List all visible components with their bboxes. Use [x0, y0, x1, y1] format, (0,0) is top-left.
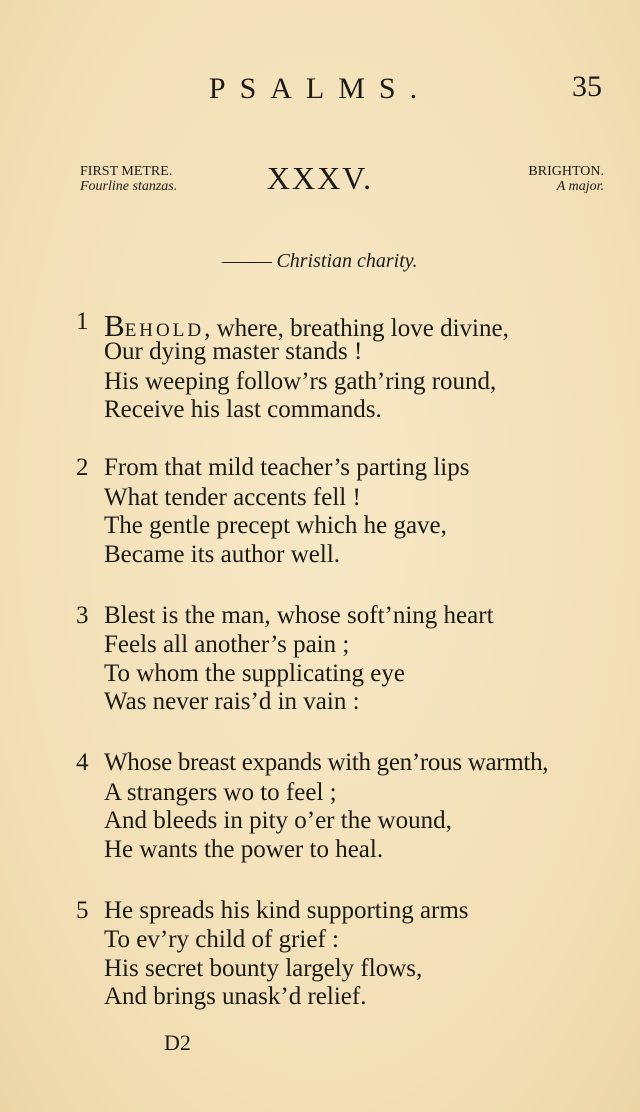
verse-line: What tender accents fell !: [104, 484, 361, 511]
verse-line: A strangers wo to feel ;: [104, 779, 337, 806]
verse-line: Receive his last commands.: [104, 396, 382, 423]
drop-cap: B: [104, 308, 125, 343]
verse-line: Whose breast expands with gen’rous warmth,: [104, 749, 549, 776]
verse-line: Our dying master stands !: [104, 338, 363, 365]
metre-detail: Fourline stanzas.: [80, 179, 178, 194]
stanza-number: 1: [76, 308, 89, 335]
verse-line: He wants the power to heal.: [104, 836, 384, 863]
running-title: PSALMS.: [208, 72, 432, 105]
verse-line: To whom the supplicating eye: [104, 660, 405, 687]
stanza-number: 2: [76, 454, 89, 481]
tune-key: A major.: [556, 179, 604, 194]
verse-line: Feels all another’s pain ;: [104, 631, 350, 658]
verse-line: He spreads his kind supporting arms: [104, 897, 469, 924]
verse-line: From that mild teacher’s parting lips: [104, 454, 470, 481]
verse-line: And brings unask’d relief.: [104, 983, 367, 1010]
page-number: 35: [572, 70, 602, 103]
small-caps-word: EHOLD: [124, 320, 205, 341]
verse-line: His weeping follow’rs gath’ring round,: [104, 368, 497, 395]
tune-info: [480, 164, 604, 194]
subtitle-dash: [222, 262, 272, 263]
subtitle-text: Christian charity.: [276, 250, 418, 272]
verse-line: His secret bounty largely flows,: [104, 955, 423, 982]
verse-line: Became its author well.: [104, 541, 341, 568]
stanza-number: 4: [76, 749, 89, 776]
stanza-number: 5: [76, 897, 89, 924]
psalm-subtitle: [0, 250, 640, 273]
printer-signature: D2: [164, 1030, 191, 1055]
verse-line: And bleeds in pity o’er the wound,: [104, 807, 452, 834]
verse-line-text: , where, breathing love divine,: [204, 315, 509, 342]
verse-line: The gentle precept which he gave,: [104, 512, 447, 539]
verse-line: To ev’ry child of grief :: [104, 926, 339, 953]
verse-line: Blest is the man, whose soft’ning heart: [104, 602, 494, 629]
tune-name: BRIGHTON.: [528, 164, 604, 179]
psalm-number: XXXV.: [266, 160, 374, 196]
verse-line: Was never rais’d in vain :: [104, 688, 360, 715]
metre-label: FIRST METRE.: [80, 164, 173, 179]
stanza-number: 3: [76, 602, 89, 629]
